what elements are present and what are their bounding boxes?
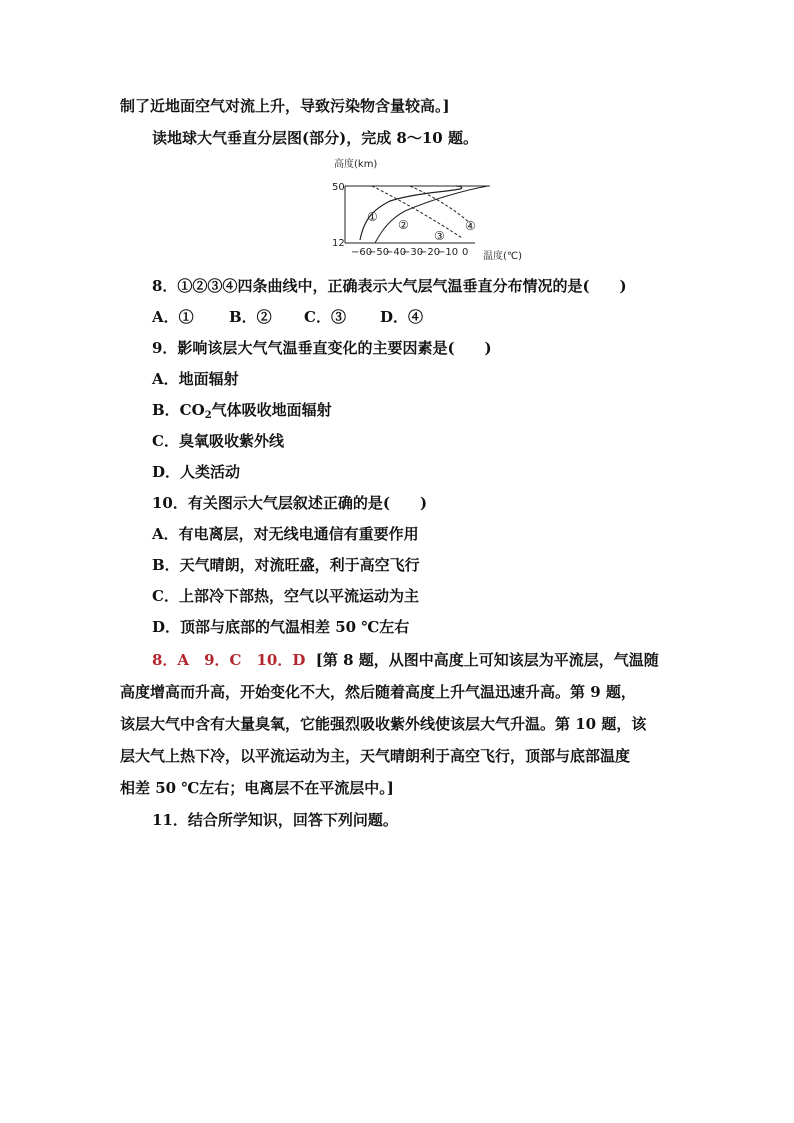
answer-line-2: 高度增高而升高，开始变化不大，然后随着高度上升气温迅速升高。第 9 题， bbox=[120, 683, 636, 701]
q8-stem: 8．①②③④四条曲线中，正确表示大气层气温垂直分布情况的是( ) bbox=[152, 277, 627, 295]
q10-option-c: C．上部冷下部热，空气以平流运动为主 bbox=[152, 587, 419, 605]
y-tick-bottom: 12 bbox=[332, 238, 345, 249]
answer-line-5: 相差 50 ℃左右；电离层不在平流层中。] bbox=[120, 779, 394, 797]
q10-option-a: A．有电离层，对无线电通信有重要作用 bbox=[152, 525, 419, 543]
q9-option-c: C．臭氧吸收紫外线 bbox=[152, 432, 284, 450]
q10-option-b: B．天气晴朗，对流旺盛，利于高空飞行 bbox=[152, 556, 420, 574]
q9-stem: 9．影响该层大气气温垂直变化的主要因素是( ) bbox=[152, 339, 492, 357]
atmosphere-vertical-profile-figure bbox=[320, 155, 535, 263]
curve-label-3: ③ bbox=[434, 229, 445, 243]
q10-stem: 10．有关图示大气层叙述正确的是( ) bbox=[152, 494, 428, 512]
x-tick: −60 bbox=[351, 247, 373, 258]
curve-label-1: ① bbox=[367, 210, 378, 224]
curve-3 bbox=[372, 186, 462, 238]
q8-option-c: C．③ bbox=[304, 308, 346, 326]
answer-line-3: 该层大气中含有大量臭氧，它能强烈吸收紫外线使该层大气升温。第 10 题，该 bbox=[120, 715, 647, 733]
x-tick: −40 bbox=[385, 247, 407, 258]
lead-in: 读地球大气垂直分层图(部分)，完成 8～10 题。 bbox=[152, 129, 478, 147]
y-axis-label: 高度(km) bbox=[334, 159, 378, 170]
x-tick: −50 bbox=[368, 247, 390, 258]
curve-label-2: ② bbox=[398, 218, 409, 232]
x-axis-label: 温度(℃) bbox=[483, 251, 523, 262]
q11-stem: 11．结合所学知识，回答下列问题。 bbox=[152, 811, 398, 829]
x-tick: −30 bbox=[402, 247, 424, 258]
intro-line: 制了近地面空气对流上升，导致污染物含量较高。] bbox=[120, 97, 450, 115]
y-tick-top: 50 bbox=[332, 182, 345, 193]
x-tick: −20 bbox=[419, 247, 441, 258]
q9-option-d: D．人类活动 bbox=[152, 463, 241, 481]
x-tick: −10 bbox=[437, 247, 459, 258]
q8-option-a: A．① bbox=[152, 308, 194, 326]
curve-2 bbox=[375, 186, 488, 243]
curve-label-4: ④ bbox=[465, 219, 476, 233]
answer-line-1: 8．A 9．C 10．D [第 8 题，从图中高度上可知该层为平流层，气温随 bbox=[152, 651, 659, 669]
answer-keys: 8．A 9．C 10．D bbox=[152, 651, 306, 669]
q8-option-d: D．④ bbox=[380, 308, 424, 326]
q9-option-b: B．$CO_2$气体吸收地面辐射 bbox=[152, 401, 332, 421]
answer-line-4: 层大气上热下冷，以平流运动为主，天气晴朗利于高空飞行，顶部与底部温度 bbox=[120, 747, 631, 765]
q10-option-d: D．顶部与底部的气温相差 50 ℃左右 bbox=[152, 618, 410, 636]
q8-option-b: B．② bbox=[229, 308, 272, 326]
x-tick: 0 bbox=[462, 247, 469, 258]
q9-option-a: A．地面辐射 bbox=[152, 370, 239, 388]
